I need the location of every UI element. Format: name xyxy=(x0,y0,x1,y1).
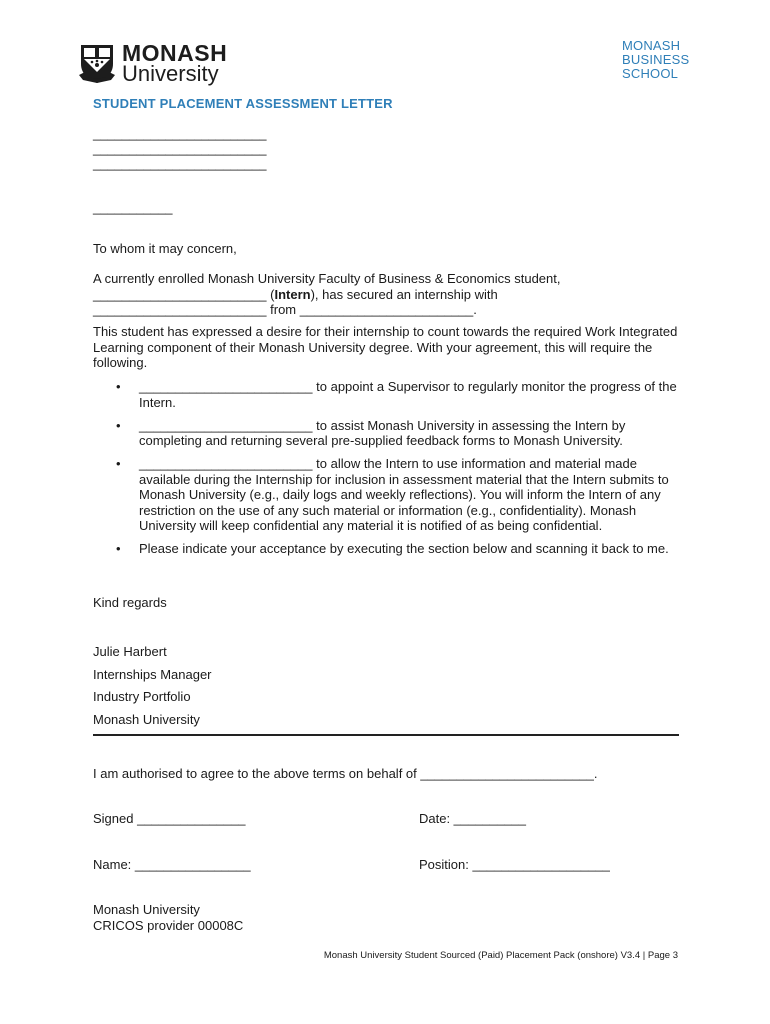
divider xyxy=(93,734,679,736)
bullet-marker: • xyxy=(116,417,121,433)
authorisation-line: I am authorised to agree to the above terms on behalf of ________________________. xyxy=(93,766,598,781)
page-footer: Monash University Student Sourced (Paid) Placement Pack (onshore) V3.4 | Page 3 xyxy=(323,950,678,961)
school-line: BUSINESS xyxy=(622,52,690,67)
monash-university-logo xyxy=(78,40,238,86)
signatory-name: Julie Harbert xyxy=(93,644,167,659)
requirements-list xyxy=(93,379,685,564)
date-blank: ___________ xyxy=(93,200,173,215)
signatory-org: Monash University xyxy=(93,711,200,727)
signatory-role: Internships Manager xyxy=(93,666,212,682)
signature-block xyxy=(93,641,212,731)
intro-rest: ), has secured an internship with xyxy=(310,286,498,302)
intro-paragraph xyxy=(93,271,685,317)
bullet-marker: • xyxy=(116,541,121,556)
intro-blank: ________________________ ( xyxy=(93,286,275,302)
intro-line: ________________________ from ________________________. xyxy=(93,302,477,317)
provider-code: CRICOS provider 00008C xyxy=(93,917,244,933)
list-item xyxy=(93,418,685,449)
list-item xyxy=(93,379,685,410)
logo-name: MONASH xyxy=(122,40,228,66)
provider-block xyxy=(93,902,243,933)
desire-paragraph: This student has expressed a desire for their internship to count towards the required Work Integrated Learning component of their Monash University degree. With your agreement, this will require the following. xyxy=(93,324,678,370)
intro-line xyxy=(93,287,685,303)
bullet-marker: • xyxy=(116,379,121,394)
list-item-text: Please indicate your acceptance by executing the section below and scanning it back to me. xyxy=(139,541,669,556)
salutation: To whom it may concern, xyxy=(93,241,237,256)
signed-field: Signed _______________ xyxy=(93,811,246,826)
address-line: ________________________ xyxy=(93,156,267,171)
intern-term: Intern xyxy=(274,286,311,302)
list-item xyxy=(93,541,685,557)
date-field: Date: __________ xyxy=(419,811,526,826)
address-line: ________________________ xyxy=(93,141,267,156)
name-field: Name: ________________ xyxy=(93,857,251,872)
bullet-marker: • xyxy=(116,456,121,471)
school-line: MONASH xyxy=(622,38,681,53)
page-title: STUDENT PLACEMENT ASSESSMENT LETTER xyxy=(93,96,393,111)
address-line: ________________________ xyxy=(93,126,267,141)
provider-name: Monash University xyxy=(93,902,200,917)
business-school-logo xyxy=(622,39,692,81)
closing: Kind regards xyxy=(93,595,167,610)
logo-sub: University xyxy=(122,61,219,86)
intro-line: A currently enrolled Monash University Faculty of Business & Economics student, xyxy=(93,271,561,286)
list-item xyxy=(93,456,685,534)
list-item-text: ________________________ to allow the Intern to use information and material made available during the Internship for inclusion in assessment material that the Intern submits to Monash University (e.g., daily logs and weekly reflections). You will inform the Intern of any restriction on the use of any such material or information (e.g., confidentiality). Monash University will keep confidential any material it is notified of as being confidential. xyxy=(139,456,669,533)
address-block xyxy=(93,126,267,171)
list-item-text: ________________________ to appoint a Supervisor to regularly monitor the progress of the Intern. xyxy=(139,379,677,410)
signatory-portfolio: Industry Portfolio xyxy=(93,689,191,704)
school-line: SCHOOL xyxy=(622,66,679,81)
list-item-text: ________________________ to assist Monash University in assessing the Intern by completing and returning several pre-supplied feedback forms to Monash University. xyxy=(139,417,626,448)
crest-icon xyxy=(78,42,116,84)
position-field: Position: ___________________ xyxy=(419,857,610,872)
